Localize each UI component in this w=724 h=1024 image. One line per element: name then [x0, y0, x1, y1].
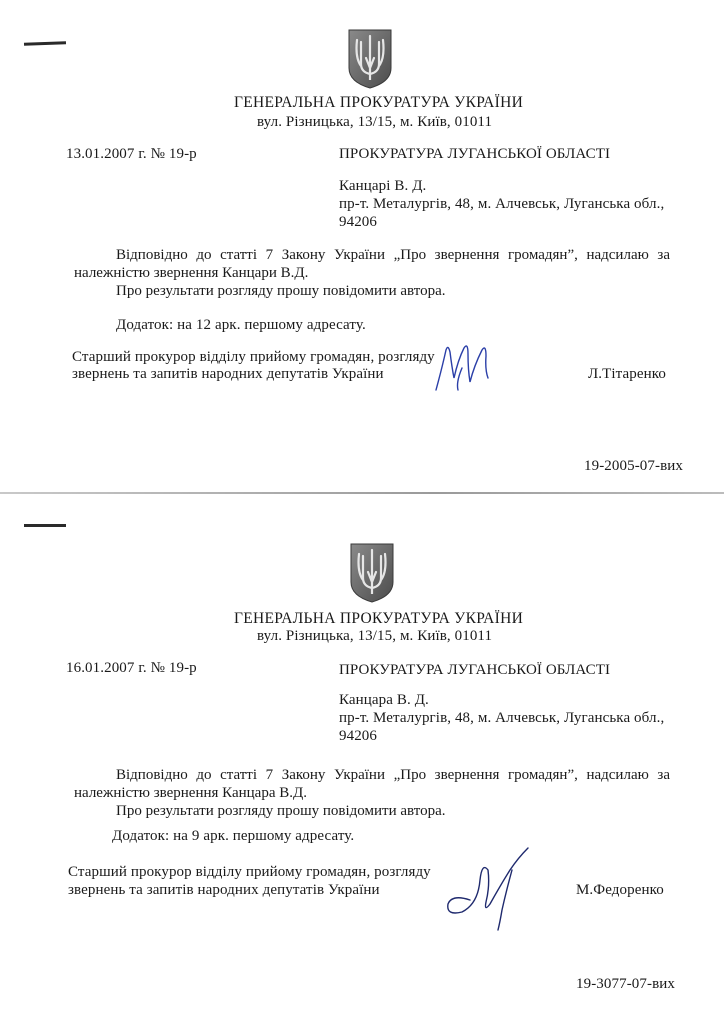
- date-number: 13.01.2007 г. № 19-р: [66, 146, 197, 162]
- issuer-org: ГЕНЕРАЛЬНА ПРОКУРАТУРА УКРАЇНИ: [234, 610, 524, 627]
- recipient-name: Канцарі В. Д.: [339, 178, 427, 194]
- page-separator: [0, 492, 724, 494]
- body-line: Про результати розгляду прошу повідомити автора.: [116, 803, 446, 819]
- body-paragraph: [74, 766, 670, 820]
- letter-1: [0, 0, 724, 500]
- recipient-postcode: 94206: [339, 214, 377, 230]
- signer-position: звернень та запитів народних депутатів України: [72, 366, 384, 382]
- signer-position: звернень та запитів народних депутатів України: [68, 882, 380, 898]
- recipient-address: пр-т. Металургів, 48, м. Алчевськ, Луганська обл.,: [339, 196, 665, 212]
- issuer-address: вул. Різницька, 13/15, м. Київ, 01011: [257, 628, 493, 644]
- body-line: Про результати розгляду прошу повідомити автора.: [116, 283, 446, 299]
- handwritten-signature: [440, 840, 540, 932]
- outgoing-reference: 19-2005-07-вих: [584, 458, 683, 474]
- body-line: належністю звернення Канцари В.Д.: [74, 265, 309, 281]
- issuer-org: ГЕНЕРАЛЬНА ПРОКУРАТУРА УКРАЇНИ: [234, 94, 524, 111]
- issuer-address: вул. Різницька, 13/15, м. Київ, 01011: [257, 114, 493, 130]
- body-paragraph: [74, 246, 670, 300]
- date-number: 16.01.2007 г. № 19-р: [66, 660, 197, 676]
- recipient-name: Канцара В. Д.: [339, 692, 429, 708]
- attachment-note: Додаток: на 12 арк. першому адресату.: [116, 317, 366, 333]
- signer-position: Старший прокурор відділу прийому громадян, розгляду: [72, 349, 435, 365]
- scan-mark: [24, 524, 66, 527]
- body-line: Відповідно до статті 7 Закону України „Про звернення громадян”, надсилаю за: [116, 767, 670, 783]
- scan-mark: [24, 41, 66, 45]
- destination-org: ПРОКУРАТУРА ЛУГАНСЬКОЇ ОБЛАСТІ: [339, 146, 611, 162]
- signer-name: Л.Тітаренко: [588, 366, 666, 382]
- destination-org: ПРОКУРАТУРА ЛУГАНСЬКОЇ ОБЛАСТІ: [339, 662, 611, 678]
- body-line: належністю звернення Канцара В.Д.: [74, 785, 307, 801]
- recipient-address: пр-т. Металургів, 48, м. Алчевськ, Луганська обл.,: [339, 710, 665, 726]
- attachment-note: Додаток: на 9 арк. першому адресату.: [112, 828, 355, 844]
- body-line: Відповідно до статті 7 Закону України „Про звернення громадян”, надсилаю за: [116, 247, 670, 263]
- recipient-postcode: 94206: [339, 728, 377, 744]
- outgoing-reference: 19-3077-07-вих: [576, 976, 675, 992]
- signer-position: Старший прокурор відділу прийому громадян, розгляду: [68, 864, 431, 880]
- trident-coat-of-arms-icon: [347, 28, 393, 90]
- signer-name: М.Федоренко: [576, 882, 664, 898]
- trident-coat-of-arms-icon: [349, 542, 395, 604]
- handwritten-signature: [428, 338, 498, 396]
- letter-2: [0, 510, 724, 1024]
